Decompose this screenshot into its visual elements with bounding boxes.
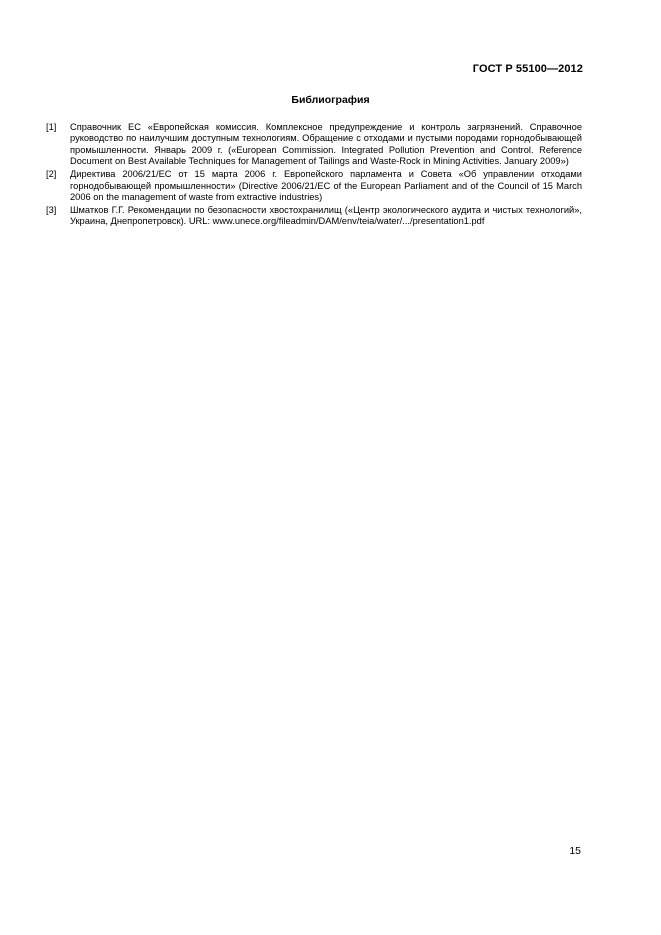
page-number: 15 [569, 845, 581, 857]
bibliography-title: Библиография [291, 94, 370, 106]
document-code: ГОСТ Р 55100—2012 [472, 63, 583, 75]
bibliography-item [46, 205, 582, 228]
bibliography-item-text: Директива 2006/21/ЕС от 15 марта 2006 г. Европейского парламента и Совета «Об управлении отходами горнодобывающей промышленности» (Directive 2006/21/EC of the European Parliament and of the Council of 15 March 2006 on the management of waste from extractive industries) [70, 169, 582, 203]
bibliography-item [46, 169, 582, 203]
bibliography-list [46, 122, 582, 229]
bibliography-item-number: [1] [46, 122, 57, 132]
bibliography-item-number: [3] [46, 205, 57, 216]
bibliography-item-text: Шматков Г.Г. Рекомендации по безопасности хвостохранилищ («Центр экологического аудита и чистых технологий», Украина, Днепропетровск). URL: www.unece.org/fileadmin/DAM/env/teia/water/.../presentation1.pdf [70, 205, 582, 227]
bibliography-item [46, 122, 582, 168]
bibliography-item-number: [2] [46, 169, 57, 180]
bibliography-item-text: Справочник ЕС «Европейская комиссия. Комплексное предупреждение и контроль загрязнений. Справочное руководство по наилучшим доступным технологиям. Обращение с отходами и пустыми породами горнодобывающей промышленности. Январь 2009 г. («European Commission. Integrated Pollution Prevention and Control. Reference Document on Best Available Techniques for Management of Tailings and Waste-Rock in Mining Activities. January 2009») [70, 122, 582, 167]
